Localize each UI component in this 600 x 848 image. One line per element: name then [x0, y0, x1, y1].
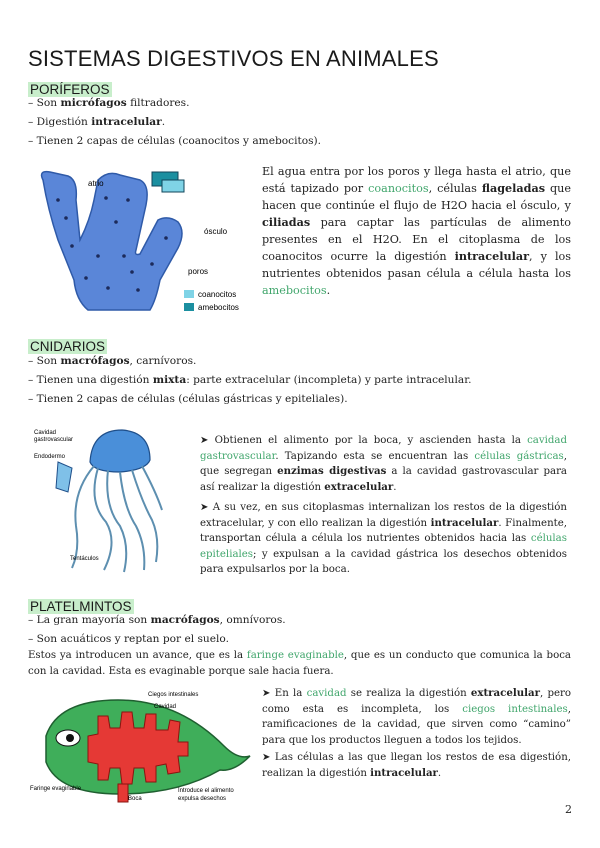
bold-term: intracelular: [454, 249, 530, 263]
highlight-term: ciegos intestinales: [462, 703, 568, 715]
label-gastro: gastrovascular: [34, 437, 74, 443]
platyhelminthes-figure: [28, 686, 258, 808]
platelmintos-bullets: [28, 611, 568, 649]
platelmintos-paragraph-1: ➤ En la cavidad se realiza la digestión extracelular, pero como esta es incompleta, los ciegos intestinales, ramificaciones de la cavidad, que sirven como “camino” para que los productos lleguen a todos los tejidos.: [262, 687, 571, 746]
platelmintos-paragraph-2: ➤ Las células a las que llegan los restos de esa digestión, realizan la digestión intracelular.: [262, 752, 571, 779]
bullet-item: – Digestión intracelular.: [28, 116, 166, 128]
cnidarios-bullets: [28, 352, 578, 409]
cnidarios-paragraph-1: ➤ Obtienen el alimento por la boca, y ascienden hasta la cavidad gastrovascular. Tapizando esta se encuentran las células gástricas, que segregan enzimas digestivas a la cavidad gastrovascular para así realizar la digestión extracelular.: [200, 435, 568, 493]
label-expulsa-1: Introduce el alimento: [178, 788, 234, 794]
legend-swatch-amebocitos: [184, 303, 194, 311]
label-cavidad: Cavidad: [34, 430, 57, 436]
bold-term: mixta: [152, 374, 187, 386]
label-faringe: Faringe evaginable: [30, 786, 82, 792]
section-heading: PLATELMINTOS: [30, 599, 132, 614]
cnidarios-paragraph-2: ➤ A su vez, en sus citoplasmas internalizan los restos de la digestión extracelular, y con ello realizan la digestión intracelular. Finalmente, transportan célula a célula los nutrientes obtenidos hacia las células epiteliales; y expulsan a la cavidad gástrica los desechos obtenidos para expulsarlos por la boca.: [200, 502, 568, 575]
label-cavidad: Cavidad: [154, 704, 177, 710]
label-poros: poros: [188, 267, 209, 276]
label-atrio: atrio: [88, 179, 104, 188]
bold-term: intracelular: [370, 766, 438, 779]
legend-swatch-coanocitos: [184, 290, 194, 298]
bullet-item: – Tienen 2 capas de células (coanocitos y amebocitos).: [28, 135, 322, 147]
highlight-term: células gástricas: [474, 450, 564, 462]
poriferos-bullets: [28, 94, 568, 151]
bold-term: extracelular: [470, 687, 540, 699]
bullet-item: – Son acuáticos y reptan por el suelo.: [28, 633, 229, 645]
label-boca: Boca: [128, 796, 142, 802]
page-number: 2: [565, 803, 572, 816]
page-title: SISTEMAS DIGESTIVOS EN ANIMALES: [28, 46, 439, 71]
bold-term: ciliadas: [262, 215, 311, 229]
label-endodermo: Endodermo: [34, 454, 66, 460]
legend-coanocitos: coanocitos: [198, 290, 237, 299]
porifera-figure: [28, 160, 260, 318]
bold-term: intracelular: [430, 516, 499, 529]
bullet-item: – Son macrófagos, carnívoros.: [28, 355, 197, 367]
label-osculo: ósculo: [204, 227, 228, 236]
highlight-term: amebocitos: [262, 284, 327, 297]
bold-term: flageladas: [481, 181, 546, 195]
platelmintos-intro: Estos ya introducen un avance, que es la faringe evaginable, que es un conducto que comunica la boca con la cavidad. Esta es evaginable porque sale hacia fuera.: [28, 650, 571, 677]
bold-term: macrófagos: [150, 614, 220, 626]
legend-amebocitos: amebocitos: [198, 303, 239, 312]
bullet-item: – Son micrófagos filtradores.: [28, 97, 190, 109]
bold-term: intracelular: [91, 116, 162, 128]
section-heading: CNIDARIOS: [30, 339, 106, 354]
section-heading: PORÍFEROS: [30, 82, 110, 97]
bullet-item: – La gran mayoría son macrófagos, omnívoros.: [28, 614, 286, 626]
highlight-term: cavidad: [306, 688, 347, 699]
highlight-term: células epiteliales: [200, 533, 567, 560]
jellyfish-illustration: [56, 430, 162, 572]
cnidaria-figure: [28, 422, 188, 582]
bold-term: enzimas digestivas: [277, 465, 387, 477]
bold-term: micrófagos: [60, 97, 127, 109]
bold-term: extracelular: [324, 480, 394, 493]
bullet-item: – Tienen 2 capas de células (células gástricas y epiteliales).: [28, 393, 348, 405]
bullet-item: – Tienen una digestión mixta: parte extracelular (incompleta) y parte intracelular.: [28, 374, 472, 386]
poriferos-paragraph: El agua entra por los poros y llega hasta el atrio, que está tapizado por coanocitos, células flageladas que hacen que continúe el flujo de H2O hacia el ósculo, y ciliadas para captar las partículas de alimento presentes en el H2O. En el citoplasma de los coanocitos ocurre la digestión intracelular, y los nutrientes obtenidos pasan célula a célula hasta los amebocitos.: [262, 165, 572, 297]
label-expulsa-2: expulsa desechos: [178, 796, 227, 802]
bold-term: macrófagos: [60, 355, 130, 367]
highlight-term: cavidad gastrovascular: [200, 435, 567, 462]
label-tentaculos: Tentáculos: [70, 556, 99, 562]
highlight-term: faringe evaginable: [246, 650, 344, 661]
label-ciegos: Ciegos intestinales: [148, 692, 199, 698]
highlight-term: coanocitos: [368, 182, 429, 195]
sponge-illustration: [42, 172, 184, 310]
